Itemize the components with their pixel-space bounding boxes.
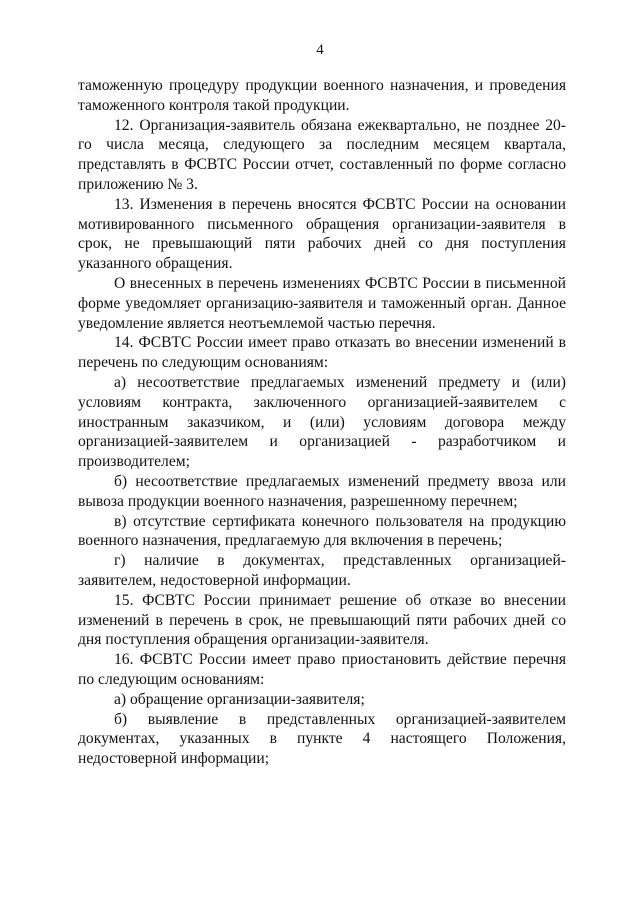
paragraph-16-a: а) обращение организации-заявителя; bbox=[114, 690, 365, 708]
paragraph-16-b: б) выявление в представленных организацией-заявителем документах, указанных в пункте 4 настоящего Положения, недостоверной информации; bbox=[78, 710, 566, 768]
paragraph-13: 13. Изменения в перечень вносятся ФСВТС России на основании мотивированного письменного обращения организации-заявителя в срок, не превышающий пяти рабочих дней со дня поступления указанного обращения. bbox=[78, 195, 566, 273]
document-body bbox=[78, 76, 566, 769]
paragraph-14-v: в) отсутствие сертификата конечного пользователя на продукцию военного назначения, предлагаемую для включения в перечень; bbox=[78, 512, 566, 550]
paragraph-continuation: таможенную процедуру продукции военного назначения, и проведения таможенного контроля такой продукции. bbox=[78, 77, 566, 114]
paragraph-13-notice: О внесенных в перечень изменениях ФСВТС России в письменной форме уведомляет организацию-заявителя и таможенный орган. Данное уведомление является неотъемлемой частью перечня. bbox=[78, 274, 566, 332]
page-number: 4 bbox=[316, 42, 324, 58]
paragraph-15: 15. ФСВТС России принимает решение об отказе во внесении изменений в перечень в срок, не превышающий пяти рабочих дней со дня поступления обращения организации-заявителя. bbox=[78, 591, 566, 649]
paragraph-14-g: г) наличие в документах, представленных организацией-заявителем, недостоверной информации. bbox=[78, 552, 566, 589]
paragraph-14-b: б) несоответствие предлагаемых изменений предмету ввоза или вывоза продукции военного назначения, разрешенному перечнем; bbox=[78, 472, 566, 510]
paragraph-14: 14. ФСВТС России имеет право отказать во внесении изменений в перечень по следующим основаниям: bbox=[78, 334, 566, 372]
paragraph-14-a: а) несоответствие предлагаемых изменений предмету и (или) условиям контракта, заключенного организацией-заявителем с иностранным заказчиком, и (или) условиям договора между организацией-заявителем и организацией - разработчиком и производителем; bbox=[78, 373, 566, 471]
paragraph-12: 12. Организация-заявитель обязана ежеквартально, не позднее 20-го числа месяца, следующего за последним месяцем квартала, представлять в ФСВТС России отчет, составленный по форме согласно приложению № 3. bbox=[78, 116, 566, 193]
paragraph-16: 16. ФСВТС России имеет право приостановить действие перечня по следующим основаниям: bbox=[78, 651, 566, 688]
